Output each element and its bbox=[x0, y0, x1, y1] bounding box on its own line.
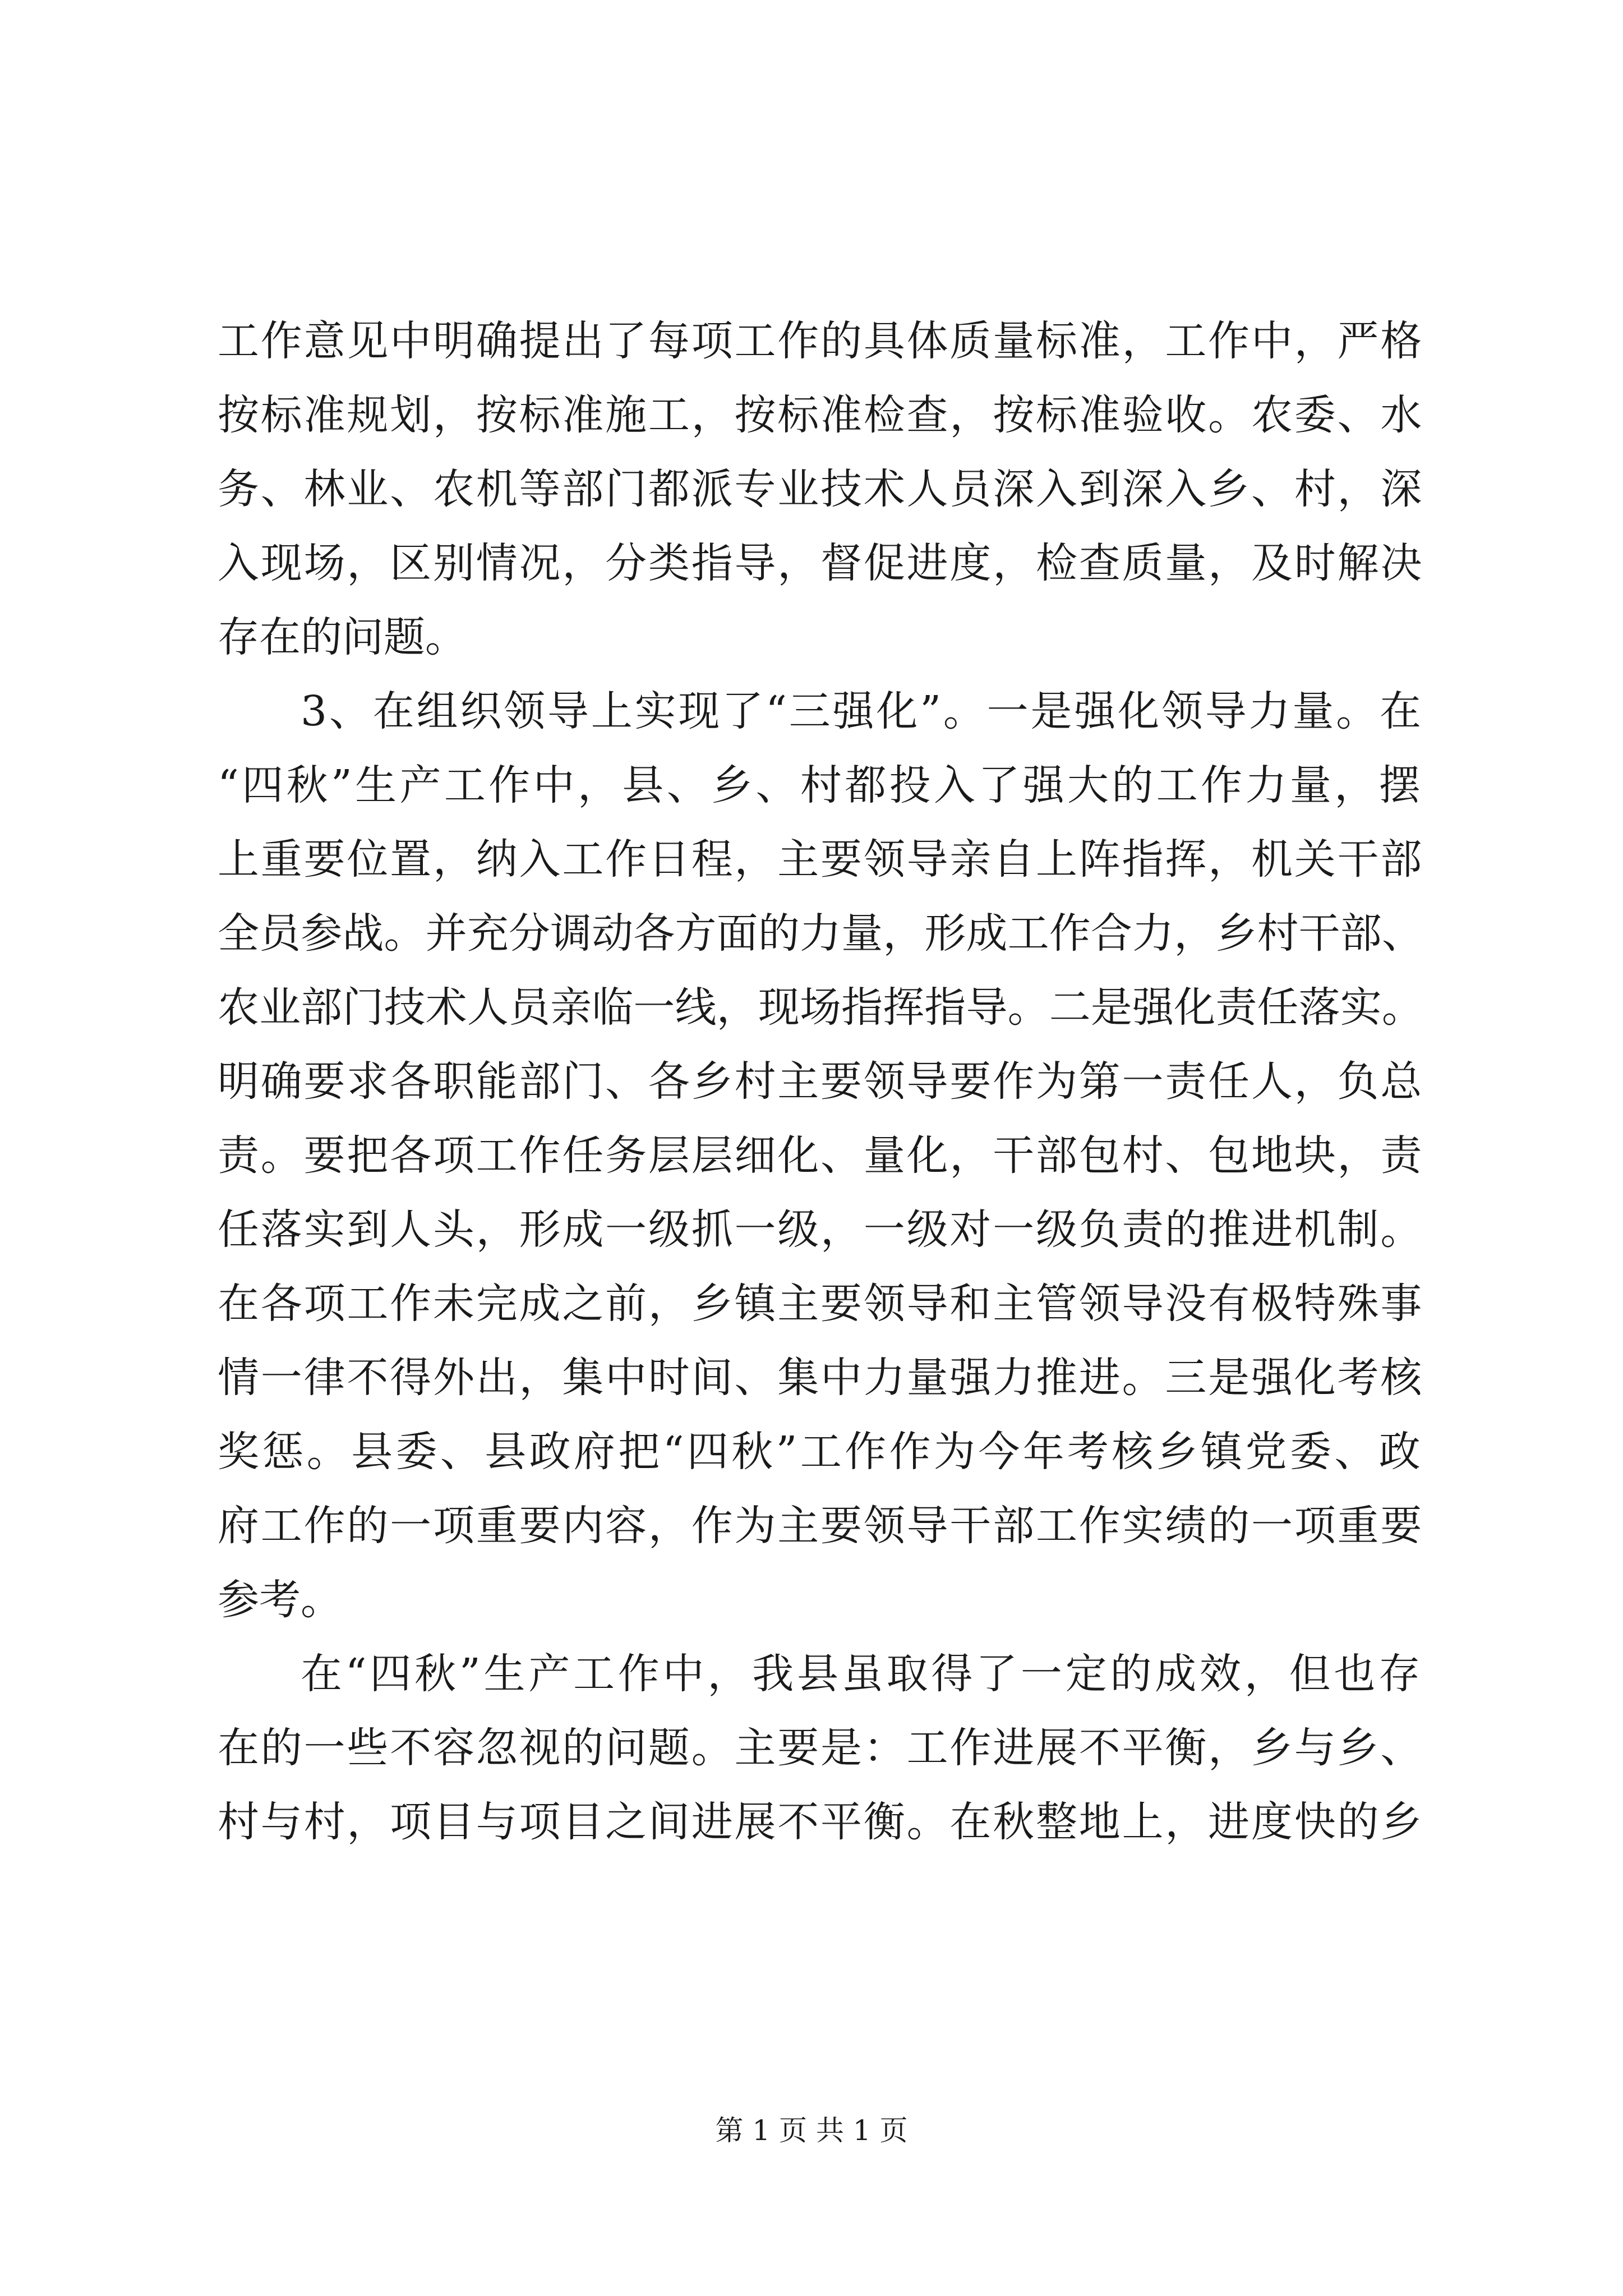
paragraph-4-first-line: 在“四秋”生产工作中，我县虽取得了一定的成效，但也存 bbox=[301, 1650, 1423, 1698]
text-line-15: 情一律不得外出，集中时间、集中力量强力推进。三是强化考核 bbox=[218, 1354, 1423, 1402]
text-line-14: 在各项工作未完成之前，乡镇主要领导和主管领导没有极特殊事 bbox=[218, 1280, 1423, 1328]
text-line-21: 村与村，项目与项目之间进展不平衡。在秋整地上，进度快的乡 bbox=[218, 1798, 1423, 1846]
text-line-9: 全员参战。并充分调动各方面的力量，形成工作合力，乡村干部、 bbox=[218, 909, 1423, 958]
text-line-10: 农业部门技术人员亲临一线，现场指挥指导。二是强化责任落实。 bbox=[218, 983, 1423, 1032]
text-line-17: 府工作的一项重要内容，作为主要领导干部工作实绩的一项重要 bbox=[218, 1502, 1423, 1550]
text-line-4: 入现场，区别情况，分类指导，督促进度，检查质量，及时解决 bbox=[218, 539, 1423, 587]
text-line-3: 务、林业、农机等部门都派专业技术人员深入到深入乡、村，深 bbox=[218, 465, 1423, 513]
paragraph-3-first-line: 3、在组织领导上实现了“三强化”。一是强化领导力量。在 bbox=[301, 687, 1423, 735]
text-line-20: 在的一些不容忽视的问题。主要是：工作进展不平衡，乡与乡、 bbox=[218, 1724, 1423, 1772]
text-line-1: 工作意见中明确提出了每项工作的具体质量标准，工作中，严格 bbox=[218, 317, 1423, 365]
text-line-13: 任落实到人头，形成一级抓一级，一级对一级负责的推进机制。 bbox=[218, 1205, 1423, 1254]
text-line-11: 明确要求各职能部门、各乡村主要领导要作为第一责任人，负总 bbox=[218, 1057, 1423, 1106]
text-line-7: “四秋”生产工作中，县、乡、村都投入了强大的工作力量，摆 bbox=[218, 761, 1423, 809]
text-line-5: 存在的问题。 bbox=[218, 613, 467, 661]
text-line-8: 上重要位置，纳入工作日程，主要领导亲自上阵指挥，机关干部 bbox=[218, 835, 1423, 884]
text-line-16: 奖惩。县委、县政府把“四秋”工作作为今年考核乡镇党委、政 bbox=[218, 1428, 1423, 1476]
text-line-12: 责。要把各项工作任务层层细化、量化，干部包村、包地块，责 bbox=[218, 1131, 1423, 1180]
text-line-2: 按标准规划，按标准施工，按标准检查，按标准验收。农委、水 bbox=[218, 391, 1423, 439]
page-footer: 第 1 页 共 1 页 bbox=[715, 2114, 908, 2147]
text-line-18: 参考。 bbox=[218, 1576, 342, 1624]
